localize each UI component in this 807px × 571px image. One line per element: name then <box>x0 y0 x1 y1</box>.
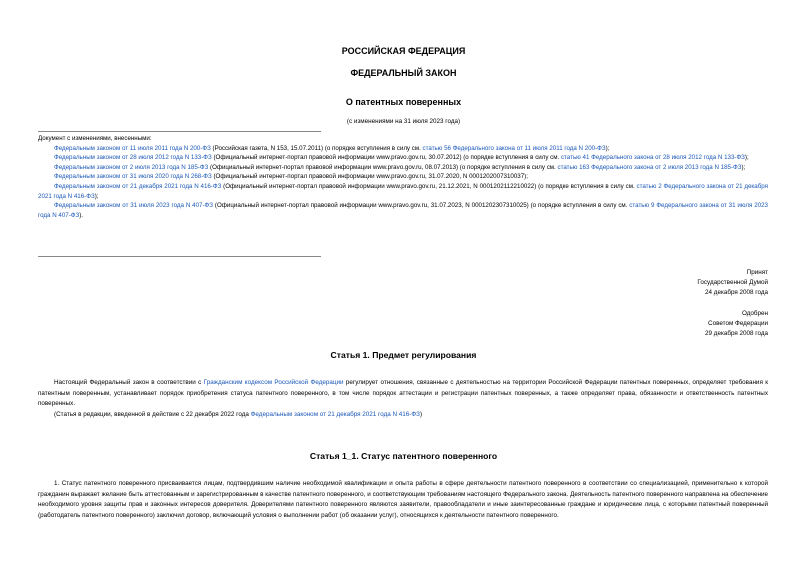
accepted-date: 24 декабря 2008 года <box>705 289 768 296</box>
law-type-heading: ФЕДЕРАЛЬНЫЙ ЗАКОН <box>350 68 457 78</box>
accepted-by: Государственной Думой <box>697 279 768 286</box>
law-title: О патентных поверенных <box>345 97 462 107</box>
approved-by: Советом Федерации <box>708 320 768 327</box>
amendments-list <box>38 134 768 220</box>
accepted-label: Принят <box>746 269 768 276</box>
civil-code-link[interactable]: Гражданским кодексом Российской Федерации <box>203 379 344 386</box>
approved-date: 29 декабря 2008 года <box>705 330 768 337</box>
article-1-title: Статья 1. Предмет регулирования <box>330 350 477 360</box>
article-1-paragraph: Настоящий Федеральный закон в соответствии с Гражданским кодексом Российской Федерации регулирует отношения, связанные с деятельностью на территории Российской Федерации патентных поверенных, определяет требования к патентным поверенным, устанавливает порядок приобретения статуса патентного поверенного, в том числе порядок аттестации и регистрации патентных поверенных, а также определяет права, обязанности и ответственность патентных поверенных. <box>38 379 769 408</box>
amendment-item: Федеральным законом от 21 декабря 2021 года N 416-ФЗ (Официальный интернет-портал правовой информации www.pravo.gov.ru, 21.12.2021, N 0001202112210022) (о порядке вступления в силу см. статью 2 Федерального закона от 21 декабря 2021 года N 416-ФЗ); <box>38 182 768 200</box>
amendment-item: Федеральным законом от 2 июля 2013 года N 185-ФЗ (Официальный интернет-портал правовой информации www.pravo.gov.ru, 08.07.2013) (о порядке вступления в силу см. статью 163 Федерального закона от 2 июля 2013 года N 185-ФЗ); <box>54 163 746 171</box>
country-heading: РОССИЙСКАЯ ФЕДЕРАЦИЯ <box>341 46 466 56</box>
approved-block <box>705 309 768 339</box>
article-1-1-body <box>38 479 768 521</box>
amendment-article-link[interactable]: статью 9 Федерального закона от 31 июля 2023 года N 407-ФЗ <box>38 202 768 219</box>
amendment-article-link[interactable]: статью 56 Федерального закона от 11 июля 2011 года N 200-ФЗ <box>422 144 606 152</box>
amendment-date-note: (с изменениями на 31 июля 2023 года) <box>346 118 461 125</box>
article-1-1-title: Статья 1_1. Статус патентного поверенного <box>309 451 498 461</box>
accepted-block <box>697 268 768 298</box>
edit-law-link[interactable]: Федеральным законом от 21 декабря 2021 года N 416-ФЗ <box>250 410 420 418</box>
amendments-top-rule <box>38 131 321 132</box>
article-1-edit-note: (Статья в редакции, введенной в действие с 22 декабря 2022 года Федеральным законом от 21 декабря 2021 года N 416-ФЗ) <box>54 410 423 418</box>
amendment-law-link[interactable]: Федеральным законом от 31 июля 2020 года N 268-ФЗ <box>54 173 212 181</box>
amendment-article-link[interactable]: статью 2 Федерального закона от 21 декабря 2021 года N 416-ФЗ <box>38 182 768 200</box>
amendment-article-link[interactable]: статью 41 Федерального закона от 28 июля 2012 года N 133-ФЗ <box>560 154 745 162</box>
amendment-law-link[interactable]: Федеральным законом от 21 декабря 2021 года N 416-ФЗ <box>54 182 222 190</box>
amendment-law-link[interactable]: Федеральным законом от 28 июля 2012 года N 133-ФЗ <box>54 154 212 162</box>
amendment-item: Федеральным законом от 28 июля 2012 года N 133-ФЗ (Официальный интернет-портал правовой информации www.pravo.gov.ru, 30.07.2012) (о порядке вступления в силу см. статью 41 Федерального закона от 28 июля 2012 года N 133-ФЗ); <box>54 154 749 162</box>
amendments-intro: Документ с изменениями, внесенными: <box>38 135 152 142</box>
amendment-article-link[interactable]: статью 163 Федерального закона от 2 июля 2013 года N 185-ФЗ <box>557 163 742 171</box>
amendment-item: Федеральным законом от 31 июля 2020 года N 268-ФЗ (Официальный интернет-портал правовой информации www.pravo.gov.ru, 31.07.2020, N 0001202007310037); <box>54 173 528 181</box>
approved-label: Одобрен <box>741 310 768 317</box>
article-1-body <box>38 378 768 420</box>
amendments-bottom-rule <box>38 256 321 257</box>
amendment-law-link[interactable]: Федеральным законом от 11 июля 2011 года N 200-ФЗ <box>54 144 211 152</box>
amendment-item: Федеральным законом от 31 июля 2023 года N 407-ФЗ (Официальный интернет-портал правовой информации www.pravo.gov.ru, 31.07.2023, N 0001202307310025) (о порядке вступления в силу см. статью 9 Федерального закона от 31 июля 2023 года N 407-ФЗ). <box>38 202 768 219</box>
amendment-law-link[interactable]: Федеральным законом от 2 июля 2013 года N 185-ФЗ <box>54 163 209 171</box>
amendment-law-link[interactable]: Федеральным законом от 31 июля 2023 года N 407-ФЗ <box>54 202 214 210</box>
amendment-item: Федеральным законом от 11 июля 2011 года N 200-ФЗ (Российская газета, N 153, 15.07.2011) (о порядке вступления в силу см. статью 56 Федерального закона от 11 июля 2011 года N 200-ФЗ); <box>54 144 610 152</box>
article-1-1-paragraph: 1. Статус патентного поверенного присваивается лицам, подтвердившим наличие необходимой квалификации и опыта работы в сфере деятельности патентного поверенного в соответствии со специализацией, применительно к которой гражданин выражает желание быть аттестованным и зарегистрированным в качестве патентного поверенного, и соответствующим требованиям настоящего Федерального закона. Деятельность патентного поверенного направлена на обеспечение необходимого уровня защиты прав и законных интересов доверителя. Доверителями патентного поверенного являются заявители, правообладатели и иные заинтересованные граждане и юридические лица, с которыми патентный поверенный (работодатель патентного поверенного) заключил договор, включающий условия о выполнении работ (об оказании услуг), относящихся к деятельности патентного поверенного. <box>38 480 768 519</box>
